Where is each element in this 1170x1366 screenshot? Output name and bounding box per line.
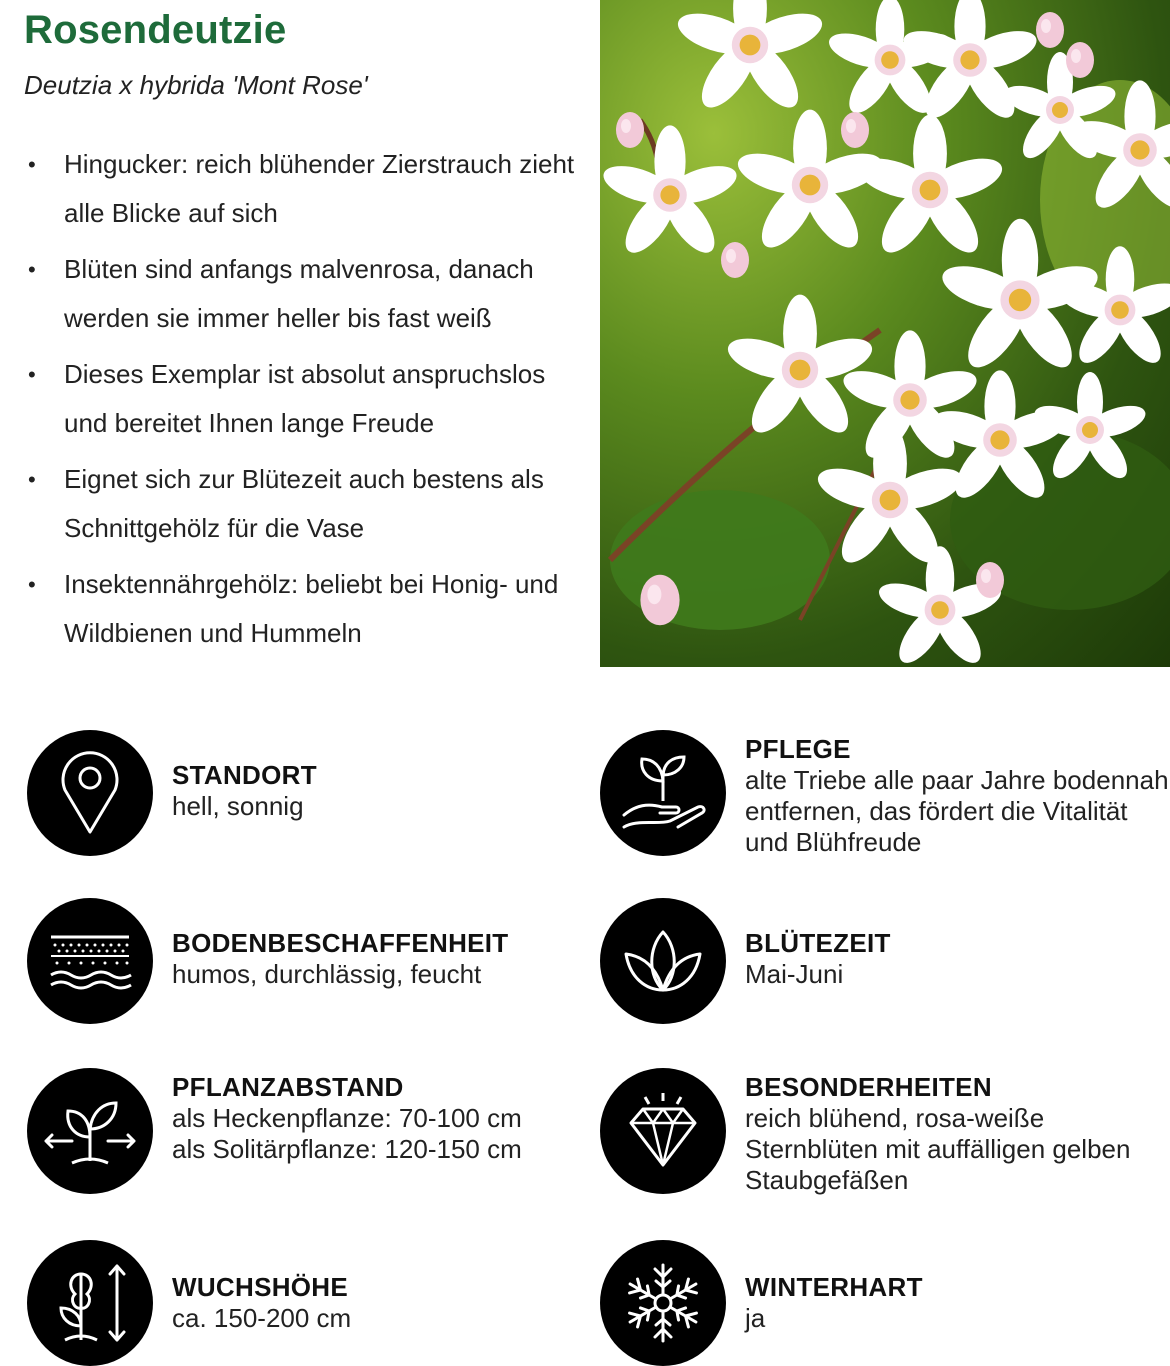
besonderheiten-icon-circle	[600, 1068, 726, 1194]
standort-label: STANDORT	[172, 760, 317, 790]
pflege-value: alte Triebe alle paar Jahre bodennah entfernen, das fördert die Vitalität und Blühfreude	[745, 765, 1169, 857]
product-photo	[600, 0, 1170, 667]
product-title: Rosendeutzie	[24, 8, 287, 52]
wuchshoehe-label: WUCHSHÖHE	[172, 1272, 349, 1302]
winterhart-value: ja	[745, 1303, 766, 1333]
latin-name: Deutzia x hybrida 'Mont Rose'	[24, 70, 368, 100]
boden-label: BODENBESCHAFFENHEIT	[172, 928, 509, 958]
besonderheiten-text	[745, 1072, 1130, 1196]
standort-icon-circle	[27, 730, 153, 856]
bluetezeit-value: Mai-Juni	[745, 959, 844, 989]
diamond-icon	[623, 1091, 703, 1171]
standort-value: hell, sonnig	[172, 791, 304, 821]
list-item: • Blüten sind anfangs malvenrosa, danach werden sie immer heller bis fast weiß	[24, 245, 584, 343]
bluetezeit-label: BLÜTEZEIT	[745, 928, 891, 958]
besonderheiten-label: BESONDERHEITEN	[745, 1072, 992, 1102]
boden-icon-circle	[27, 898, 153, 1024]
bullet-dot: •	[28, 467, 36, 492]
bullet-dot: •	[28, 572, 36, 597]
tree-height-icon	[45, 1260, 135, 1346]
wuchshoehe-icon-circle	[27, 1240, 153, 1366]
list-item: • Insektennährgehölz: beliebt bei Honig- und Wildbienen und Hummeln	[24, 560, 584, 658]
abstand-icon-circle	[27, 1068, 153, 1194]
bullet-dot: •	[28, 152, 36, 177]
bullet-dot: •	[28, 257, 36, 282]
pflege-text	[745, 734, 1169, 858]
list-item: • Dieses Exemplar ist absolut anspruchslos und bereitet Ihnen lange Freude	[24, 350, 584, 448]
snowflake-icon	[621, 1261, 705, 1345]
lotus-flower-icon	[618, 926, 708, 996]
wuchshoehe-value: ca. 150-200 cm	[172, 1303, 352, 1333]
bluetezeit-text	[745, 928, 891, 990]
list-item: • Eignet sich zur Blütezeit auch bestens als Schnittgehölz für die Vase	[24, 455, 584, 553]
boden-value: humos, durchlässig, feucht	[172, 959, 482, 989]
boden-text	[172, 928, 509, 990]
wuchshoehe-text	[172, 1272, 351, 1334]
abstand-label: PFLANZABSTAND	[172, 1072, 404, 1102]
location-pin-icon	[55, 748, 125, 838]
abstand-value: als Heckenpflanze: 70-100 cm als Solitärpflanze: 120-150 cm	[172, 1103, 522, 1164]
abstand-text	[172, 1072, 522, 1165]
pflege-icon-circle	[600, 730, 726, 856]
standort-text	[172, 760, 317, 822]
winterhart-text	[745, 1272, 923, 1334]
plant-spacing-icon	[42, 1091, 138, 1171]
pflege-label: PFLEGE	[745, 734, 851, 764]
bullet-dot: •	[28, 362, 36, 387]
winterhart-icon-circle	[600, 1240, 726, 1366]
list-item: • Hingucker: reich blühender Zierstrauch zieht alle Blicke auf sich	[24, 140, 584, 238]
soil-layers-icon	[47, 931, 133, 991]
seedling-hand-icon	[618, 753, 708, 833]
feature-bullet-list	[24, 140, 584, 665]
besonderheiten-value: reich blühend, rosa-weiße Sternblüten mit auffälligen gelben Staubgefäßen	[745, 1103, 1131, 1195]
winterhart-label: WINTERHART	[745, 1272, 923, 1302]
bluetezeit-icon-circle	[600, 898, 726, 1024]
flower-illustration	[600, 0, 1170, 667]
